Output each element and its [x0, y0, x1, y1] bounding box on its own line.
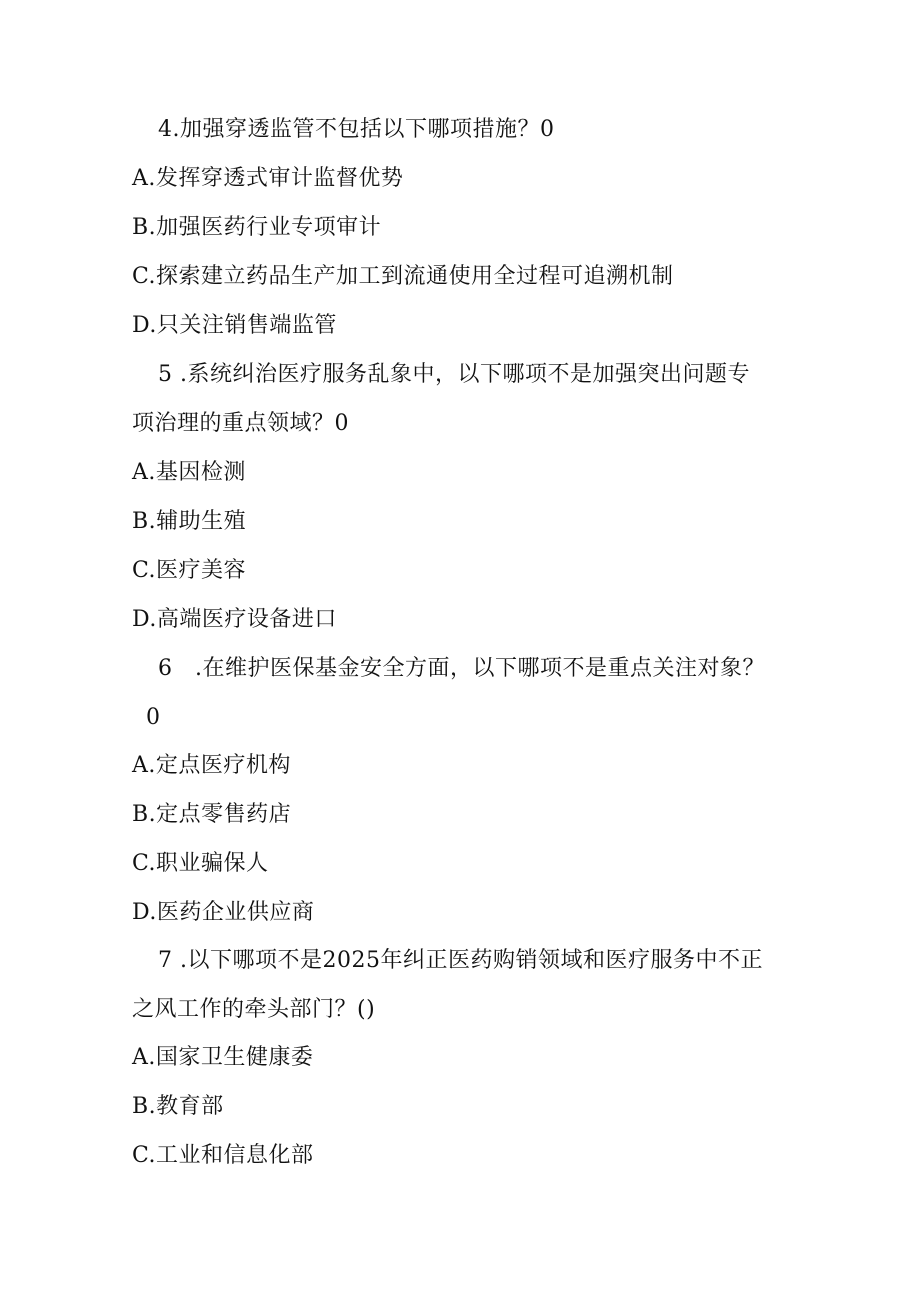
question-4-option-d: D.只关注销售端监管	[132, 313, 337, 338]
question-5-option-a: A.基因检测	[132, 460, 246, 485]
question-6-text-line-1: 6 .在维护医保基金安全方面，以下哪项不是重点关注对象？	[158, 656, 765, 681]
question-6-option-b: B.定点零售药店	[132, 802, 292, 827]
question-7-option-b: B.教育部	[132, 1094, 224, 1119]
question-7-text-line-2: 之风工作的牵头部门？()	[132, 997, 376, 1022]
question-5-option-b: B.辅助生殖	[132, 509, 247, 534]
question-4-option-b: B.加强医药行业专项审计	[132, 215, 382, 240]
question-4-option-a: A.发挥穿透式审计监督优势	[132, 166, 404, 191]
question-4-option-c: C.探索建立药品生产加工到流通使用全过程可追溯机制	[132, 264, 674, 289]
question-5-option-c: C.医疗美容	[132, 558, 247, 583]
question-7-text-line-1: 7 .以下哪项不是2025年纠正医药购销领域和医疗服务中不正	[158, 948, 763, 973]
question-6-option-a: A.定点医疗机构	[132, 753, 291, 778]
question-5-option-d: D.高端医疗设备进口	[132, 607, 337, 632]
question-6-option-d: D.医药企业供应商	[132, 900, 315, 925]
question-6-option-c: C.职业骗保人	[132, 851, 269, 876]
question-7-option-a: A.国家卫生健康委	[132, 1045, 314, 1070]
question-7-option-c: C.工业和信息化部	[132, 1143, 314, 1168]
question-4-text: 4.加强穿透监管不包括以下哪项措施？0	[158, 117, 555, 142]
question-5-text-line-1: 5 .系统纠治医疗服务乱象中，以下哪项不是加强突出问题专	[158, 362, 750, 387]
question-5-text-line-2: 项治理的重点领域？0	[132, 411, 349, 436]
question-6-text-line-2: 0	[146, 705, 161, 730]
